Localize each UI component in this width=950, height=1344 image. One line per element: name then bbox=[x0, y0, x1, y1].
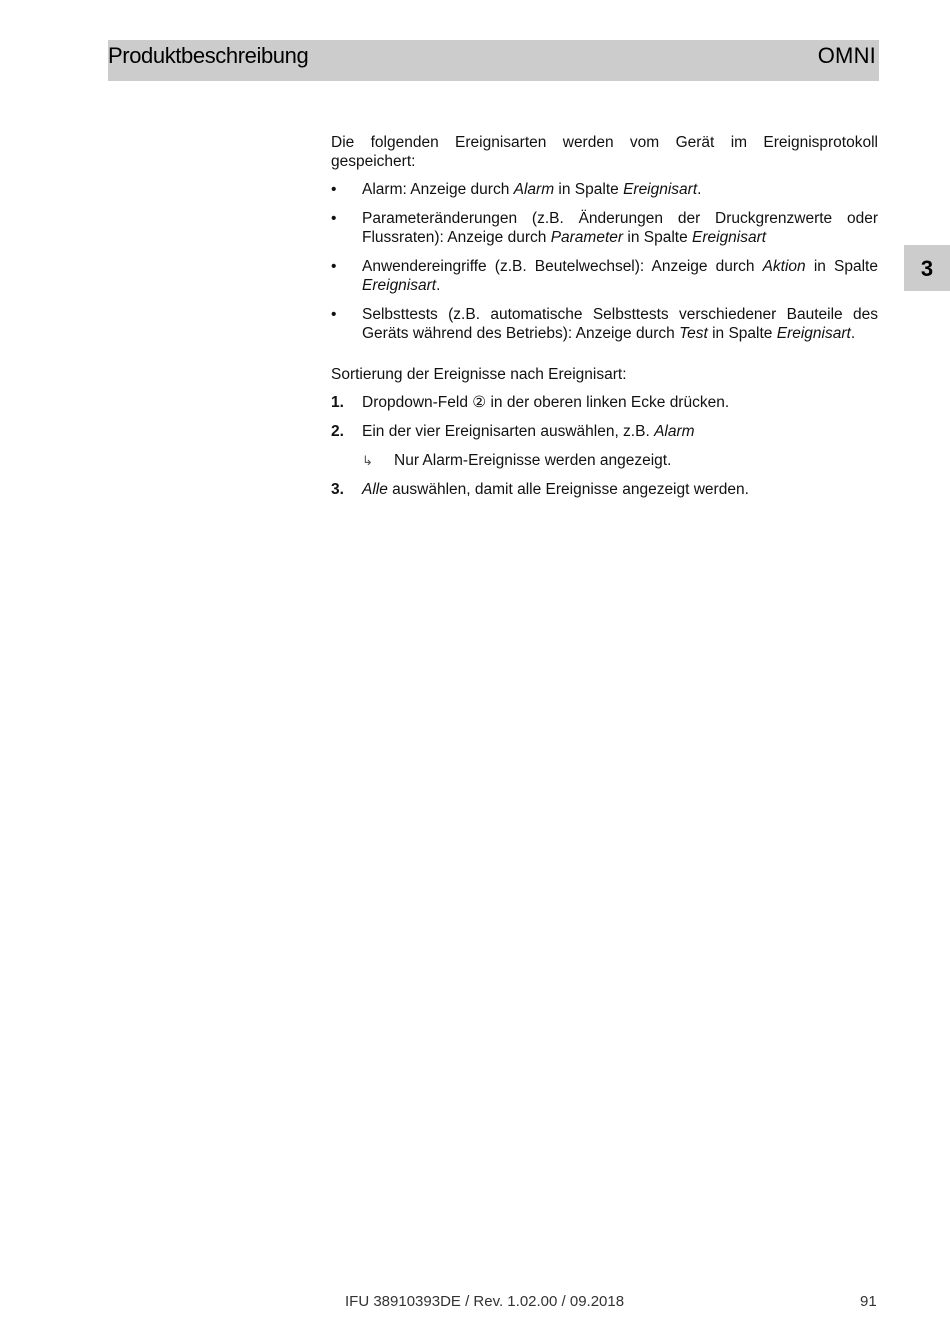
item-italic: Alarm bbox=[513, 181, 555, 198]
bullet-marker: • bbox=[331, 258, 337, 275]
item-text: in Spalte bbox=[707, 325, 777, 342]
document-reference: IFU 38910393DE / Rev. 1.02.00 / 09.2018 bbox=[345, 1293, 625, 1310]
chapter-tab: 3 bbox=[904, 245, 950, 291]
product-name: OMNI bbox=[817, 43, 876, 68]
step-italic: Alle bbox=[362, 481, 388, 498]
page-number: 91 bbox=[860, 1293, 877, 1310]
result-arrow-icon: ↳ bbox=[362, 453, 373, 468]
section-title: Produktbeschreibung bbox=[108, 43, 309, 68]
step-item bbox=[331, 422, 878, 470]
bullet-marker: • bbox=[331, 306, 337, 323]
item-text: Selbsttests (z.B. automatische Selbsttests verschiedener Bauteile des Geräts während des Betriebs): Anzeige durch bbox=[362, 306, 878, 342]
step-list bbox=[331, 393, 878, 499]
step-item bbox=[331, 393, 878, 412]
item-italic: Ereignisart bbox=[776, 325, 851, 342]
item-text: . bbox=[697, 181, 702, 198]
result-text: Nur Alarm-Ereignisse werden angezeigt. bbox=[394, 452, 672, 469]
step-text: auswählen, damit alle Ereignisse angezeigt werden. bbox=[387, 481, 749, 498]
list-item bbox=[331, 257, 878, 295]
item-italic: Ereignisart bbox=[623, 181, 698, 198]
page-header bbox=[108, 40, 879, 81]
item-italic: Ereignisart bbox=[362, 277, 437, 294]
item-italic: Parameter bbox=[550, 229, 624, 246]
step-text: Ein der vier Ereignisarten auswählen, z.B. bbox=[362, 423, 655, 440]
step-item bbox=[331, 480, 878, 499]
item-italic: Ereignisart bbox=[692, 229, 767, 246]
bullet-marker: • bbox=[331, 181, 337, 198]
step-result bbox=[362, 451, 878, 470]
list-item bbox=[331, 305, 878, 343]
list-item bbox=[331, 209, 878, 247]
item-text: . bbox=[436, 277, 441, 294]
item-text: in Spalte bbox=[554, 181, 624, 198]
step-number: 2. bbox=[331, 423, 344, 440]
list-item bbox=[331, 180, 878, 199]
step-italic: Alarm bbox=[654, 423, 695, 440]
item-text: . bbox=[850, 325, 856, 342]
item-text: Alarm: Anzeige durch bbox=[362, 181, 514, 198]
sort-heading: Sortierung der Ereignisse nach Ereignisart: bbox=[331, 366, 627, 383]
item-text: in Spalte bbox=[805, 258, 878, 275]
item-text: Anwendereingriffe (z.B. Beutelwechsel): Anzeige durch bbox=[362, 258, 763, 275]
item-text: in Spalte bbox=[623, 229, 692, 246]
step-number: 1. bbox=[331, 394, 344, 411]
step-text: Dropdown-Feld ② in der oberen linken Ecke drücken. bbox=[362, 394, 730, 411]
item-italic: Test bbox=[679, 325, 708, 342]
step-number: 3. bbox=[331, 481, 344, 498]
main-content bbox=[331, 133, 878, 509]
event-type-list bbox=[331, 180, 878, 343]
item-italic: Aktion bbox=[762, 258, 806, 275]
intro-paragraph: Die folgenden Ereignisarten werden vom Gerät im Ereignisprotokoll gespeichert: bbox=[331, 134, 878, 170]
bullet-marker: • bbox=[331, 210, 337, 227]
item-text: Parameteränderungen (z.B. Änderungen der Druckgrenzwerte oder Flussraten): Anzeige durch bbox=[362, 210, 878, 246]
